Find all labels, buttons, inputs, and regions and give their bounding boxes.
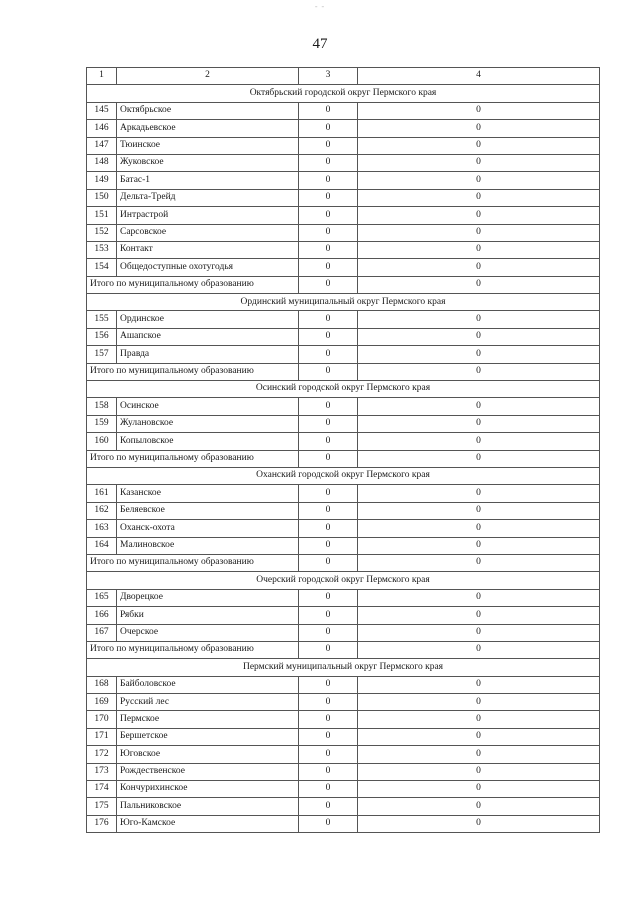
row-value-col3: 0 xyxy=(299,120,358,137)
total-value-col4: 0 xyxy=(358,641,600,658)
table-row xyxy=(87,763,600,780)
row-value-col3: 0 xyxy=(299,520,358,537)
row-name: Оханск-охота xyxy=(117,520,299,537)
row-value-col4: 0 xyxy=(358,589,600,606)
table-row xyxy=(87,172,600,189)
table-row xyxy=(87,711,600,728)
row-number: 166 xyxy=(87,607,117,624)
row-value-col3: 0 xyxy=(299,433,358,450)
row-value-col3: 0 xyxy=(299,311,358,328)
table-row xyxy=(87,259,600,276)
row-value-col3: 0 xyxy=(299,207,358,224)
table-row xyxy=(87,398,600,415)
row-value-col3: 0 xyxy=(299,224,358,241)
row-value-col3: 0 xyxy=(299,781,358,798)
row-number: 150 xyxy=(87,189,117,206)
row-value-col3: 0 xyxy=(299,589,358,606)
total-row xyxy=(87,450,600,467)
row-name: Байболовское xyxy=(117,676,299,693)
row-value-col4: 0 xyxy=(358,485,600,502)
row-value-col3: 0 xyxy=(299,728,358,745)
row-value-col3: 0 xyxy=(299,502,358,519)
table-row xyxy=(87,815,600,832)
row-name: Беляевское xyxy=(117,502,299,519)
total-label: Итого по муниципальному образованию xyxy=(87,554,299,571)
section-header-row xyxy=(87,572,600,589)
table-row xyxy=(87,207,600,224)
row-number: 148 xyxy=(87,154,117,171)
row-value-col4: 0 xyxy=(358,154,600,171)
row-number: 147 xyxy=(87,137,117,154)
row-name: Батас-1 xyxy=(117,172,299,189)
section-header-row xyxy=(87,659,600,676)
row-number: 168 xyxy=(87,676,117,693)
table-row xyxy=(87,537,600,554)
row-value-col3: 0 xyxy=(299,346,358,363)
row-number: 172 xyxy=(87,746,117,763)
row-name: Рождественское xyxy=(117,763,299,780)
row-value-col3: 0 xyxy=(299,241,358,258)
row-value-col4: 0 xyxy=(358,676,600,693)
row-value-col3: 0 xyxy=(299,711,358,728)
row-value-col4: 0 xyxy=(358,137,600,154)
row-number: 175 xyxy=(87,798,117,815)
section-header-row xyxy=(87,467,600,484)
total-value-col3: 0 xyxy=(299,363,358,380)
row-value-col3: 0 xyxy=(299,259,358,276)
row-value-col4: 0 xyxy=(358,537,600,554)
row-name: Малиновское xyxy=(117,537,299,554)
section-header-row xyxy=(87,381,600,398)
total-value-col3: 0 xyxy=(299,641,358,658)
row-number: 160 xyxy=(87,433,117,450)
row-value-col4: 0 xyxy=(358,798,600,815)
column-header-1: 1 xyxy=(87,68,117,85)
row-number: 162 xyxy=(87,502,117,519)
row-value-col4: 0 xyxy=(358,189,600,206)
row-value-col4: 0 xyxy=(358,172,600,189)
row-name: Очерское xyxy=(117,624,299,641)
section-header-row xyxy=(87,85,600,102)
row-value-col3: 0 xyxy=(299,398,358,415)
row-value-col3: 0 xyxy=(299,607,358,624)
section-title: Пермский муниципальный округ Пермского края xyxy=(87,659,600,676)
row-number: 149 xyxy=(87,172,117,189)
row-value-col4: 0 xyxy=(358,311,600,328)
row-number: 163 xyxy=(87,520,117,537)
row-name: Контакт xyxy=(117,241,299,258)
row-name: Общедоступные охотугодья xyxy=(117,259,299,276)
row-value-col4: 0 xyxy=(358,815,600,832)
row-value-col3: 0 xyxy=(299,694,358,711)
table-row xyxy=(87,137,600,154)
table-row xyxy=(87,607,600,624)
row-value-col4: 0 xyxy=(358,520,600,537)
row-name: Юго-Камское xyxy=(117,815,299,832)
table-body xyxy=(87,68,600,833)
row-value-col3: 0 xyxy=(299,746,358,763)
table-row xyxy=(87,328,600,345)
row-value-col4: 0 xyxy=(358,346,600,363)
row-value-col4: 0 xyxy=(358,241,600,258)
row-number: 156 xyxy=(87,328,117,345)
table-row xyxy=(87,154,600,171)
row-name: Юговское xyxy=(117,746,299,763)
total-row xyxy=(87,363,600,380)
table-row xyxy=(87,694,600,711)
row-name: Октябрьское xyxy=(117,102,299,119)
row-value-col4: 0 xyxy=(358,694,600,711)
hunting-grounds-table xyxy=(86,67,600,833)
total-row xyxy=(87,641,600,658)
row-value-col4: 0 xyxy=(358,763,600,780)
row-number: 174 xyxy=(87,781,117,798)
row-name: Осинское xyxy=(117,398,299,415)
row-name: Дельта-Трейд xyxy=(117,189,299,206)
row-name: Рябки xyxy=(117,607,299,624)
row-name: Правда xyxy=(117,346,299,363)
table-row xyxy=(87,624,600,641)
row-value-col4: 0 xyxy=(358,207,600,224)
section-title: Оханский городской округ Пермского края xyxy=(87,467,600,484)
row-value-col3: 0 xyxy=(299,537,358,554)
row-value-col4: 0 xyxy=(358,102,600,119)
row-value-col4: 0 xyxy=(358,259,600,276)
table-row xyxy=(87,728,600,745)
row-value-col3: 0 xyxy=(299,415,358,432)
row-number: 154 xyxy=(87,259,117,276)
top-mark: - - xyxy=(314,2,326,11)
row-name: Казанское xyxy=(117,485,299,502)
table-row xyxy=(87,485,600,502)
row-number: 146 xyxy=(87,120,117,137)
row-value-col3: 0 xyxy=(299,189,358,206)
total-value-col3: 0 xyxy=(299,276,358,293)
row-name: Интрастрой xyxy=(117,207,299,224)
row-value-col4: 0 xyxy=(358,398,600,415)
table-row xyxy=(87,346,600,363)
row-number: 165 xyxy=(87,589,117,606)
row-number: 157 xyxy=(87,346,117,363)
row-name: Ашапское xyxy=(117,328,299,345)
total-value-col4: 0 xyxy=(358,363,600,380)
section-title: Очерский городской округ Пермского края xyxy=(87,572,600,589)
table-row xyxy=(87,520,600,537)
table-row xyxy=(87,589,600,606)
row-name: Ординское xyxy=(117,311,299,328)
row-value-col3: 0 xyxy=(299,763,358,780)
row-number: 171 xyxy=(87,728,117,745)
column-header-3: 3 xyxy=(299,68,358,85)
table-row xyxy=(87,120,600,137)
column-header-4: 4 xyxy=(358,68,600,85)
page-number: 47 xyxy=(312,36,328,52)
total-label: Итого по муниципальному образованию xyxy=(87,363,299,380)
row-number: 153 xyxy=(87,241,117,258)
column-header-row xyxy=(87,68,600,85)
row-value-col4: 0 xyxy=(358,607,600,624)
table-row xyxy=(87,311,600,328)
row-number: 158 xyxy=(87,398,117,415)
row-value-col4: 0 xyxy=(358,415,600,432)
row-name: Копыловское xyxy=(117,433,299,450)
section-title: Октябрьский городской округ Пермского края xyxy=(87,85,600,102)
row-value-col4: 0 xyxy=(358,120,600,137)
row-name: Сарсовское xyxy=(117,224,299,241)
total-value-col3: 0 xyxy=(299,554,358,571)
row-name: Жулановское xyxy=(117,415,299,432)
section-title: Осинский городской округ Пермского края xyxy=(87,381,600,398)
column-header-2: 2 xyxy=(117,68,299,85)
row-value-col3: 0 xyxy=(299,137,358,154)
row-number: 151 xyxy=(87,207,117,224)
section-title: Ординский муниципальный округ Пермского края xyxy=(87,294,600,311)
table-row xyxy=(87,415,600,432)
total-value-col4: 0 xyxy=(358,554,600,571)
row-number: 170 xyxy=(87,711,117,728)
row-number: 152 xyxy=(87,224,117,241)
row-number: 167 xyxy=(87,624,117,641)
table-row xyxy=(87,189,600,206)
row-number: 176 xyxy=(87,815,117,832)
total-row xyxy=(87,276,600,293)
row-number: 159 xyxy=(87,415,117,432)
row-number: 173 xyxy=(87,763,117,780)
table-row xyxy=(87,241,600,258)
table-row xyxy=(87,781,600,798)
total-value-col3: 0 xyxy=(299,450,358,467)
table-row xyxy=(87,502,600,519)
row-name: Кончурихинское xyxy=(117,781,299,798)
row-value-col4: 0 xyxy=(358,728,600,745)
table-row xyxy=(87,102,600,119)
table-row xyxy=(87,746,600,763)
row-name: Дворецкое xyxy=(117,589,299,606)
total-value-col4: 0 xyxy=(358,450,600,467)
row-value-col3: 0 xyxy=(299,676,358,693)
row-number: 155 xyxy=(87,311,117,328)
row-name: Пермское xyxy=(117,711,299,728)
row-value-col3: 0 xyxy=(299,798,358,815)
row-value-col3: 0 xyxy=(299,624,358,641)
row-number: 169 xyxy=(87,694,117,711)
row-number: 161 xyxy=(87,485,117,502)
row-value-col3: 0 xyxy=(299,815,358,832)
section-header-row xyxy=(87,294,600,311)
row-value-col3: 0 xyxy=(299,485,358,502)
row-value-col4: 0 xyxy=(358,624,600,641)
row-value-col3: 0 xyxy=(299,154,358,171)
row-value-col4: 0 xyxy=(358,433,600,450)
row-value-col3: 0 xyxy=(299,102,358,119)
total-value-col4: 0 xyxy=(358,276,600,293)
table-row xyxy=(87,224,600,241)
total-label: Итого по муниципальному образованию xyxy=(87,641,299,658)
row-value-col4: 0 xyxy=(358,328,600,345)
table-row xyxy=(87,676,600,693)
row-name: Жуковское xyxy=(117,154,299,171)
total-label: Итого по муниципальному образованию xyxy=(87,276,299,293)
row-value-col4: 0 xyxy=(358,224,600,241)
table-row xyxy=(87,433,600,450)
row-value-col4: 0 xyxy=(358,711,600,728)
row-number: 145 xyxy=(87,102,117,119)
total-label: Итого по муниципальному образованию xyxy=(87,450,299,467)
row-value-col3: 0 xyxy=(299,328,358,345)
row-number: 164 xyxy=(87,537,117,554)
total-row xyxy=(87,554,600,571)
row-value-col4: 0 xyxy=(358,746,600,763)
row-name: Русский лес xyxy=(117,694,299,711)
row-name: Тюинское xyxy=(117,137,299,154)
row-value-col4: 0 xyxy=(358,781,600,798)
row-name: Пальниковское xyxy=(117,798,299,815)
row-value-col4: 0 xyxy=(358,502,600,519)
row-name: Аркадьевское xyxy=(117,120,299,137)
row-name: Бершетское xyxy=(117,728,299,745)
row-value-col3: 0 xyxy=(299,172,358,189)
table-row xyxy=(87,798,600,815)
